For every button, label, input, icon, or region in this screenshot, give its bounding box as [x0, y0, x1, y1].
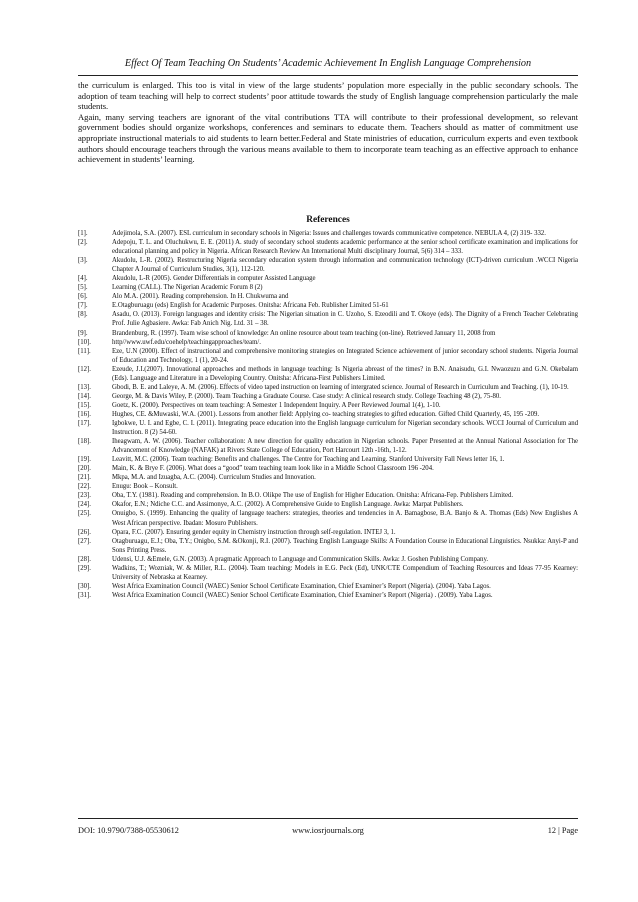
reference-number: [22]. [78, 483, 91, 491]
reference-item [78, 283, 578, 292]
reference-text: Goetz, K. (2000). Perspectives on team teaching: A Semester 1 Independent Inquiry. A Peer Reviewed Journal 1(4), 1-10. [112, 401, 441, 409]
reference-item [78, 256, 578, 274]
reference-item [78, 464, 578, 473]
reference-item [78, 229, 578, 238]
running-header: Effect Of Team Teaching On Students’ Academic Achievement In English Language Comprehension [124, 58, 532, 69]
footer-website: www.iosrjournals.org [292, 826, 364, 835]
reference-number: [8]. [78, 311, 88, 319]
reference-number: [30]. [78, 582, 91, 590]
reference-text: http//www.uwf.edu/coehelp/teachingapproaches/team/. [112, 338, 261, 346]
reference-text: Eze, U.N (2000). Effect of instructional and comprehensive monitoring strategies on Integrated Science achievement of junior secondary school students. Nigeria Journal of Education and Technology, 1 (1), 20-24. [112, 347, 578, 364]
reference-number: [23]. [78, 492, 91, 500]
reference-number: [10]. [78, 338, 91, 346]
reference-number: [15]. [78, 401, 91, 409]
reference-number: [19]. [78, 456, 91, 464]
reference-item [78, 392, 578, 401]
reference-item [78, 383, 578, 392]
reference-text: Gbodi, B. E. and Laleye, A. M. (2006). Effects of video taped instruction on learning of intergrated science. Journal of Research in Curriculum and Teaching. (1), 10-19. [112, 383, 569, 391]
reference-number: [16]. [78, 410, 91, 418]
reference-text: Udensi, U.J. &Emele, G.N. (2003). A pragmatic Approach to Language and Communication Skills. Awka: J. Goshen Publishing Company. [112, 555, 489, 563]
reference-item [78, 455, 578, 464]
reference-item [78, 238, 578, 256]
reference-text: Akudolu, L-R. (2002). Restructuring Nigeria secondary education system through information and communication technology (ICT)-driven curriculum .WCCI Nigeria Chapter A Journal of Curriculum Studies, 3(1), 112-120. [112, 257, 578, 274]
reference-number: [20]. [78, 465, 91, 473]
reference-item [78, 537, 578, 555]
reference-number: [11]. [78, 347, 91, 355]
reference-text: Okafor, E.N.; Ndiche C.C. and Assimonye, A.C. (2002). A Comprehensive Guide to English Language. Awka: Marpat Publishers. [112, 501, 464, 509]
reference-text: Iheagwam, A. W. (2006). Teacher collaboration: A new direction for quality education in Nigerian schools. Paper Presented at the Annual National Association for The Advancement of Knowledge (NAFAK) at Rivers State College of Education, Port Harcourt 12th -16th, 1-12. [112, 438, 578, 455]
reference-item [78, 401, 578, 410]
reference-text: Igbokwe, U. I. and Egbe, C. I. (2011). Integrating peace education into the English language curriculum for Nigerian secondary schools. WCCI Journal of Curriculum and Instruction. 8 (2) 54-60. [112, 419, 578, 437]
reference-item [78, 500, 578, 509]
reference-item [78, 509, 578, 527]
reference-item [78, 365, 578, 383]
reference-text: Learning (CALL). The Nigerian Academic Forum 8 (2) [112, 284, 263, 292]
reference-item [78, 274, 578, 283]
reference-text: Brandenburg, R. (1997). Team wise school of knowledge: An online resource about team teaching (on-line). Retrieved January 11, 2008 from [112, 329, 496, 337]
reference-item [78, 591, 578, 600]
reference-text: Otagburuagu, E.J.; Oba, T.Y.; Onigbo, S.M. &Okonji, R.I. (2007). Teaching English Language Skills: A Foundation Course in Educational Linguistics. Nsukka: Anyi-P and Sons Printing Press. [112, 537, 578, 554]
reference-text: George, M. & Davis Wiley, P. (2000). Team Teaching a Graduate Course. Case study: A clinical research study. College Teaching 48 (2), 75-80. [112, 392, 501, 400]
references-heading: References [306, 215, 350, 225]
reference-item [78, 555, 578, 564]
reference-text: Main, K. & Brye F. (2006). What does a “good” team teaching team look like in a Middle School Classroom 196 -204. [112, 465, 434, 473]
reference-text: Leavitt, M.C. (2006). Team teaching: Benefits and challenges. The Centre for Teaching and Learning. Stanford University Fall News letter 16, 1. [112, 456, 505, 464]
reference-number: [17]. [78, 419, 91, 427]
reference-number: [28]. [78, 555, 91, 563]
reference-number: [1]. [78, 230, 88, 237]
reference-item [78, 329, 578, 338]
reference-number: [13]. [78, 383, 91, 391]
reference-text: Akudolu, L-R (2005). Gender Differentials in computer Assisted Language [112, 275, 316, 283]
body-paragraph-2: Again, many serving teachers are ignorant of the vital contributions TTA will contribute to their professional development, so relevant government bodies should organize workshops, conferences and seminars to educate them. Teachers should as matter of commitment use appropriate instructional materials to aid students to learn better.Federal and State ministries of education, curriculum experts and even textbook authors should encourage teachers through the various means available to them to incorporate team teaching as an effective approach to enhance achievement in students’ learning. [78, 111, 578, 165]
reference-item [78, 301, 578, 310]
reference-item [78, 419, 578, 437]
reference-text: Opara, F.C. (2007). Ensuring gender equity in Chemistry instruction through self-regulation. INTEJ 3, 1. [112, 528, 396, 536]
reference-text: Adejimola, S.A. (2007). ESL curriculum in secondary schools in Nigeria: Issues and challenges towards communicative competence. NEBULA 4, (2) 319- 332. [112, 230, 546, 237]
reference-text: Oba, T.Y. (1981). Reading and comprehension. In B.O. Olikpe The use of English for Higher Education. Onitsha: Africana-Fep. Publishers Limited. [112, 492, 514, 500]
reference-text: Onuigbo, S. (1999). Enhancing the quality of language teachers: strategies, theories and tendencies in A. Bamagbose, B.A. Banjo & A. Thomas (Eds) New Englishes A West African perspective. Ibadan: Mosuro Publishers. [112, 510, 578, 527]
reference-item [78, 292, 578, 301]
reference-number: [9]. [78, 329, 88, 337]
reference-text: Hughes, CE. &Muwaski, W.A. (2001). Lessons from another field: Applying co- teaching strategies to gifted education. Gifted Child Quarterly, 45, 195 -209. [112, 410, 540, 418]
header-divider [78, 75, 578, 76]
reference-item [78, 582, 578, 591]
reference-text: Enugu: Book – Konsult. [112, 483, 178, 491]
reference-number: [21]. [78, 474, 91, 482]
reference-number: [7]. [78, 302, 88, 310]
reference-number: [2]. [78, 239, 88, 247]
reference-number: [26]. [78, 528, 91, 536]
reference-number: [18]. [78, 438, 91, 446]
reference-item [78, 491, 578, 500]
reference-number: [31]. [78, 591, 91, 599]
reference-text: Asadu, O. (2013). Foreign languages and identity crisis: The Nigerian situation in C. Uzoho, S. Ezeodili and T. Okoye (eds). The Dignity of a French Teacher Celebrating Prof. Julie Agbasiere. Awka: Fab Anich Nig. Ltd. 31 – 38. [112, 311, 578, 328]
footer-doi: DOI: 10.9790/7388-05530612 [78, 826, 179, 835]
reference-item [78, 482, 578, 491]
reference-item [78, 410, 578, 419]
reference-number: [14]. [78, 392, 91, 400]
reference-text: E.Otagburuagu (eds) English for Academic Purposes. Onitsha: Africana Feb. Rublisher Limited 51-61 [112, 302, 389, 310]
reference-number: [12]. [78, 365, 91, 373]
reference-item [78, 528, 578, 537]
reference-text: Mkpa, M.A. and Izuagba, A.C. (2004). Curriculum Studies and Innovation. [112, 474, 316, 482]
reference-item [78, 347, 578, 365]
reference-number: [29]. [78, 564, 91, 572]
reference-item [78, 473, 578, 482]
reference-text: West Africa Examination Council (WAEC) Senior School Certificate Examination, Chief Examiner’s Report (Nigeria) . (2009). Yaba Lagos. [112, 591, 493, 599]
reference-text: West Africa Examination Council (WAEC) Senior School Certificate Examination, Chief Examiner’s Report (Nigeria). (2004). Yaba Lagos. [112, 582, 491, 590]
reference-text: Alo M.A. (2001). Reading comprehension. In H. Chukwuma and [112, 293, 289, 301]
references-list [78, 229, 578, 600]
reference-number: [5]. [78, 284, 88, 292]
reference-number: [4]. [78, 275, 88, 283]
footer-divider [78, 818, 578, 819]
reference-number: [6]. [78, 293, 88, 301]
reference-number: [3]. [78, 257, 88, 265]
body-text [78, 80, 578, 165]
reference-number: [27]. [78, 537, 91, 545]
footer-page-number: 12 | Page [547, 826, 578, 835]
body-paragraph-1: the curriculum is enlarged. This too is vital in view of the large students’ population more especially in the public secondary schools. The adoption of team teaching will help to correct students’ poor attitude towards the study of English language comprehension particularly the male students. [78, 80, 578, 112]
reference-item [78, 338, 578, 347]
reference-item [78, 437, 578, 455]
reference-text: Wadkins, T.; Wozniak, W. & Miller, R.L. (2004). Team teaching: Models in E.G. Peck (Ed), UNK/CTE Compendium of Teaching Resources and Ideas 77-95 Kearney: University of Nebraska at Kearney. [112, 564, 578, 581]
reference-number: [24]. [78, 501, 91, 509]
reference-text: Adepoju, T. L. and Oluchukwu, E. E. (2011) A. study of secondary school students academic performance at the senior school certificate examination and implications for educational planning and policy in Nigeria. African Research Review An International Multi disciplinary Journal, 5(6) 314 – 333. [112, 239, 578, 256]
reference-item [78, 310, 578, 328]
reference-text: Ezeude, J.I.(2007). Innovational approaches and methods in language teaching: Is Nigeria abreast of the times? in B.N. Anaisudu, G.I. Nwaozuzu and G.N. Okebalam (Eds). Language and Literature in a Developing Country. Onitsha: Africana-First Publishers Limited. [112, 365, 578, 382]
reference-item [78, 564, 578, 582]
reference-number: [25]. [78, 510, 91, 518]
